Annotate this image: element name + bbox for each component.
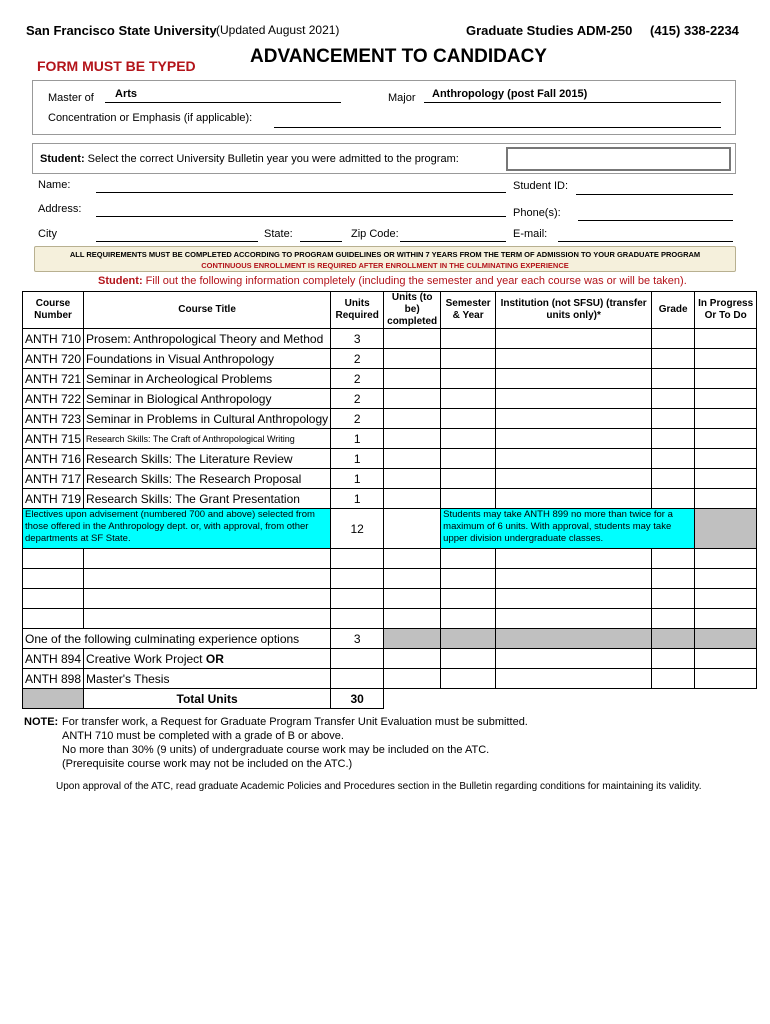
table-row [23, 429, 757, 449]
course-number-cell[interactable] [23, 609, 84, 629]
major-field[interactable]: Anthropology (post Fall 2015) [432, 88, 588, 100]
course-title: Foundations in Visual Anthropology [84, 349, 331, 369]
blank-row [23, 549, 757, 569]
institution-cell[interactable] [496, 369, 652, 389]
fill-instruction [98, 275, 687, 287]
shaded-cell [441, 629, 496, 649]
semester-cell[interactable] [441, 369, 496, 389]
units-required: 2 [331, 349, 384, 369]
note-line3: No more than 30% (9 units) of undergraduate course work may be included on the ATC. [62, 744, 490, 756]
institution-cell[interactable] [496, 609, 652, 629]
blank-row [23, 569, 757, 589]
table-row [23, 449, 757, 469]
banner-line1: ALL REQUIREMENTS MUST BE COMPLETED ACCORDING TO PROGRAM GUIDELINES OR WITHIN 7 YEARS FROM THE TERM OF ADMISSION TO YOUR GRADUATE PROGRAM [69, 250, 701, 259]
semester-cell[interactable] [441, 409, 496, 429]
master-underline [105, 102, 341, 103]
institution-cell[interactable] [496, 469, 652, 489]
grade-cell[interactable] [652, 469, 695, 489]
col-grade: Grade [652, 292, 695, 329]
course-title: Seminar in Problems in Cultural Anthropology [84, 409, 331, 429]
course-number: ANTH 720 [23, 349, 84, 369]
table-row [23, 409, 757, 429]
address-field[interactable] [96, 216, 506, 217]
master-field[interactable]: Arts [115, 88, 138, 100]
note-label: NOTE: [24, 716, 59, 728]
total-label: Total Units [84, 689, 331, 709]
course-title-cell[interactable] [84, 569, 331, 589]
course-number: ANTH 716 [23, 449, 84, 469]
table-row [23, 369, 757, 389]
blank-row [23, 609, 757, 629]
units-completed-cell[interactable] [384, 469, 441, 489]
in-progress-cell [695, 509, 757, 549]
units-completed-cell[interactable] [384, 409, 441, 429]
grade-cell[interactable] [652, 609, 695, 629]
semester-cell[interactable] [441, 569, 496, 589]
institution-cell[interactable] [496, 429, 652, 449]
in-progress-cell[interactable] [695, 469, 757, 489]
form-id: Graduate Studies ADM-250 [466, 23, 633, 38]
email-field[interactable] [558, 241, 733, 242]
course-title: Seminar in Archeological Problems [84, 369, 331, 389]
instruction-lead: Student: [98, 275, 143, 287]
footer-note: Upon approval of the ATC, read graduate Academic Policies and Procedures section in the Bulletin regarding conditions for maintaining its validity. [56, 781, 702, 792]
in-progress-cell[interactable] [695, 549, 757, 569]
semester-cell[interactable] [441, 329, 496, 349]
semester-cell[interactable] [441, 469, 496, 489]
institution-cell[interactable] [496, 329, 652, 349]
shaded-cell [695, 629, 757, 649]
course-number: ANTH 715 [23, 429, 84, 449]
course-title-cell[interactable] [84, 589, 331, 609]
course-number-cell[interactable] [23, 549, 84, 569]
course-table [22, 291, 757, 709]
electives-text: Electives upon advisement (numbered 700 and above) selected from those offered in the Anthropology dept. or, with approval, from other departments at SF State. [23, 509, 331, 549]
in-progress-cell[interactable] [695, 609, 757, 629]
total-row [23, 689, 757, 709]
course-title: Prosem: Anthropological Theory and Method [84, 329, 331, 349]
col-course-title: Course Title [84, 292, 331, 329]
units-completed-cell[interactable] [384, 669, 441, 689]
course-title: Master's Thesis [84, 669, 331, 689]
form-typed-notice: FORM MUST BE TYPED [37, 58, 196, 74]
units-required-cell[interactable] [331, 649, 384, 669]
units-required: 1 [331, 489, 384, 509]
note-line1: For transfer work, a Request for Graduate Program Transfer Unit Evaluation must be submitted. [62, 716, 528, 728]
institution-cell[interactable] [496, 589, 652, 609]
university-name: San Francisco State University [26, 23, 217, 38]
in-progress-cell[interactable] [695, 449, 757, 469]
in-progress-cell[interactable] [695, 349, 757, 369]
course-number-cell[interactable] [23, 569, 84, 589]
units-completed-cell[interactable] [384, 509, 441, 549]
units-completed-cell[interactable] [384, 369, 441, 389]
culminating-title: Creative Work Project [86, 651, 203, 666]
units-required: 1 [331, 469, 384, 489]
semester-cell[interactable] [441, 489, 496, 509]
course-number: ANTH 719 [23, 489, 84, 509]
course-title [84, 649, 331, 669]
course-number: ANTH 721 [23, 369, 84, 389]
units-required: 2 [331, 389, 384, 409]
grade-cell[interactable] [652, 649, 695, 669]
zip-label: Zip Code: [351, 228, 399, 240]
table-row [23, 669, 757, 689]
name-field[interactable] [96, 192, 506, 193]
course-title: Research Skills: The Research Proposal [84, 469, 331, 489]
grade-cell[interactable] [652, 589, 695, 609]
shaded-cell [384, 629, 441, 649]
bulletin-text: Select the correct University Bulletin year you were admitted to the program: [87, 153, 459, 165]
empty-space [384, 689, 757, 709]
in-progress-cell[interactable] [695, 489, 757, 509]
page-title: ADVANCEMENT TO CANDIDACY [250, 46, 547, 67]
units-completed-cell[interactable] [384, 589, 441, 609]
course-number: ANTH 723 [23, 409, 84, 429]
col-units-completed: Units (to be) completed [384, 292, 441, 329]
grade-cell[interactable] [652, 369, 695, 389]
units-required: 2 [331, 409, 384, 429]
col-in-progress: In Progress Or To Do [695, 292, 757, 329]
grade-cell[interactable] [652, 349, 695, 369]
institution-cell[interactable] [496, 449, 652, 469]
units-completed-cell[interactable] [384, 649, 441, 669]
institution-cell[interactable] [496, 409, 652, 429]
culminating-or: OR [205, 651, 224, 666]
culminating-text: One of the following culminating experience options [23, 629, 331, 649]
grade-cell[interactable] [652, 329, 695, 349]
course-number: ANTH 722 [23, 389, 84, 409]
in-progress-cell[interactable] [695, 569, 757, 589]
course-title: Research Skills: The Craft of Anthropological Writing [84, 429, 331, 449]
electives-units: 12 [331, 509, 384, 549]
phone-number: (415) 338-2234 [650, 23, 739, 38]
units-required: 1 [331, 429, 384, 449]
units-required-cell[interactable] [331, 549, 384, 569]
table-row [23, 349, 757, 369]
semester-cell[interactable] [441, 549, 496, 569]
semester-cell[interactable] [441, 589, 496, 609]
semester-cell[interactable] [441, 349, 496, 369]
institution-cell[interactable] [496, 669, 652, 689]
shaded-cell [652, 629, 695, 649]
col-course-number: Course Number [23, 292, 84, 329]
grade-cell[interactable] [652, 489, 695, 509]
course-number: ANTH 717 [23, 469, 84, 489]
email-label: E-mail: [513, 228, 548, 240]
institution-cell[interactable] [496, 649, 652, 669]
units-required: 1 [331, 449, 384, 469]
col-institution: Institution (not SFSU) (transfer units only)* [496, 292, 652, 329]
shaded-cell [496, 629, 652, 649]
grade-cell[interactable] [652, 389, 695, 409]
culminating-units: 3 [331, 629, 384, 649]
grade-cell[interactable] [652, 409, 695, 429]
course-title-cell[interactable] [84, 609, 331, 629]
institution-cell[interactable] [496, 349, 652, 369]
semester-cell[interactable] [441, 669, 496, 689]
in-progress-cell[interactable] [695, 389, 757, 409]
major-label: Major [388, 92, 416, 104]
course-title: Research Skills: The Literature Review [84, 449, 331, 469]
city-label: City [38, 228, 57, 240]
course-number: ANTH 898 [23, 669, 84, 689]
grade-cell[interactable] [652, 669, 695, 689]
in-progress-cell[interactable] [695, 369, 757, 389]
zip-field[interactable] [400, 241, 506, 242]
note-line2: ANTH 710 must be completed with a grade of B or above. [62, 730, 344, 742]
bulletin-instruction [40, 153, 459, 165]
units-completed-cell[interactable] [384, 429, 441, 449]
student-id-label: Student ID: [513, 180, 569, 192]
units-completed-cell[interactable] [384, 329, 441, 349]
concentration-field[interactable] [274, 127, 721, 128]
in-progress-cell[interactable] [695, 669, 757, 689]
units-required-cell[interactable] [331, 589, 384, 609]
units-required-cell[interactable] [331, 609, 384, 629]
state-field[interactable] [300, 241, 342, 242]
in-progress-cell[interactable] [695, 429, 757, 449]
course-title-cell[interactable] [84, 549, 331, 569]
institution-cell[interactable] [496, 549, 652, 569]
in-progress-cell[interactable] [695, 409, 757, 429]
units-completed-cell[interactable] [384, 449, 441, 469]
grade-cell[interactable] [652, 549, 695, 569]
course-title: Research Skills: The Grant Presentation [84, 489, 331, 509]
semester-cell[interactable] [441, 429, 496, 449]
units-completed-cell[interactable] [384, 609, 441, 629]
units-completed-cell[interactable] [384, 489, 441, 509]
units-completed-cell[interactable] [384, 569, 441, 589]
banner-line2: CONTINUOUS ENROLLMENT IS REQUIRED AFTER ENROLLMENT IN THE CULMINATING EXPERIENCE [201, 261, 569, 270]
units-completed-cell[interactable] [384, 349, 441, 369]
phone-field[interactable] [578, 220, 733, 221]
state-label: State: [264, 228, 293, 240]
name-label: Name: [38, 179, 71, 191]
city-field[interactable] [96, 241, 258, 242]
units-completed-cell[interactable] [384, 389, 441, 409]
table-row [23, 329, 757, 349]
institution-cell[interactable] [496, 489, 652, 509]
col-semester: Semester & Year [441, 292, 496, 329]
semester-cell[interactable] [441, 449, 496, 469]
table-row [23, 469, 757, 489]
phones-label: Phone(s): [513, 207, 561, 219]
col-units-required: Units Required [331, 292, 384, 329]
instruction-text: Fill out the following information completely (including the semester and year each course was or will be taken). [145, 275, 687, 287]
updated-date: (Updated August 2021) [216, 23, 340, 37]
grade-cell[interactable] [652, 569, 695, 589]
electives-row [23, 509, 757, 549]
major-underline [424, 102, 721, 103]
note-line4: (Prerequisite course work may not be included on the ATC.) [62, 758, 353, 770]
total-units: 30 [331, 689, 384, 709]
course-number: ANTH 710 [23, 329, 84, 349]
bulletin-year-select[interactable] [506, 147, 731, 171]
course-title: Seminar in Biological Anthropology [84, 389, 331, 409]
institution-cell[interactable] [496, 569, 652, 589]
shaded-cell [23, 689, 84, 709]
institution-cell[interactable] [496, 389, 652, 409]
semester-cell[interactable] [441, 649, 496, 669]
bulletin-lead: Student: [40, 153, 85, 165]
units-required-cell[interactable] [331, 669, 384, 689]
units-required: 2 [331, 369, 384, 389]
course-number-cell[interactable] [23, 589, 84, 609]
table-row [23, 389, 757, 409]
student-id-field[interactable] [576, 194, 733, 195]
in-progress-cell[interactable] [695, 329, 757, 349]
grade-cell[interactable] [652, 429, 695, 449]
in-progress-cell[interactable] [695, 589, 757, 609]
units-completed-cell[interactable] [384, 549, 441, 569]
table-header [23, 292, 757, 329]
electives-note: Students may take ANTH 899 no more than twice for a maximum of 6 units. With approval, students may take upper division undergraduate classes. [441, 509, 695, 549]
course-number: ANTH 894 [23, 649, 84, 669]
blank-row [23, 589, 757, 609]
semester-cell[interactable] [441, 609, 496, 629]
units-required: 3 [331, 329, 384, 349]
in-progress-cell[interactable] [695, 649, 757, 669]
semester-cell[interactable] [441, 389, 496, 409]
table-row [23, 649, 757, 669]
units-required-cell[interactable] [331, 569, 384, 589]
culminating-row [23, 629, 757, 649]
concentration-label: Concentration or Emphasis (if applicable): [48, 112, 253, 124]
table-row [23, 489, 757, 509]
address-label: Address: [38, 203, 82, 215]
grade-cell[interactable] [652, 449, 695, 469]
master-label: Master of [48, 92, 94, 104]
